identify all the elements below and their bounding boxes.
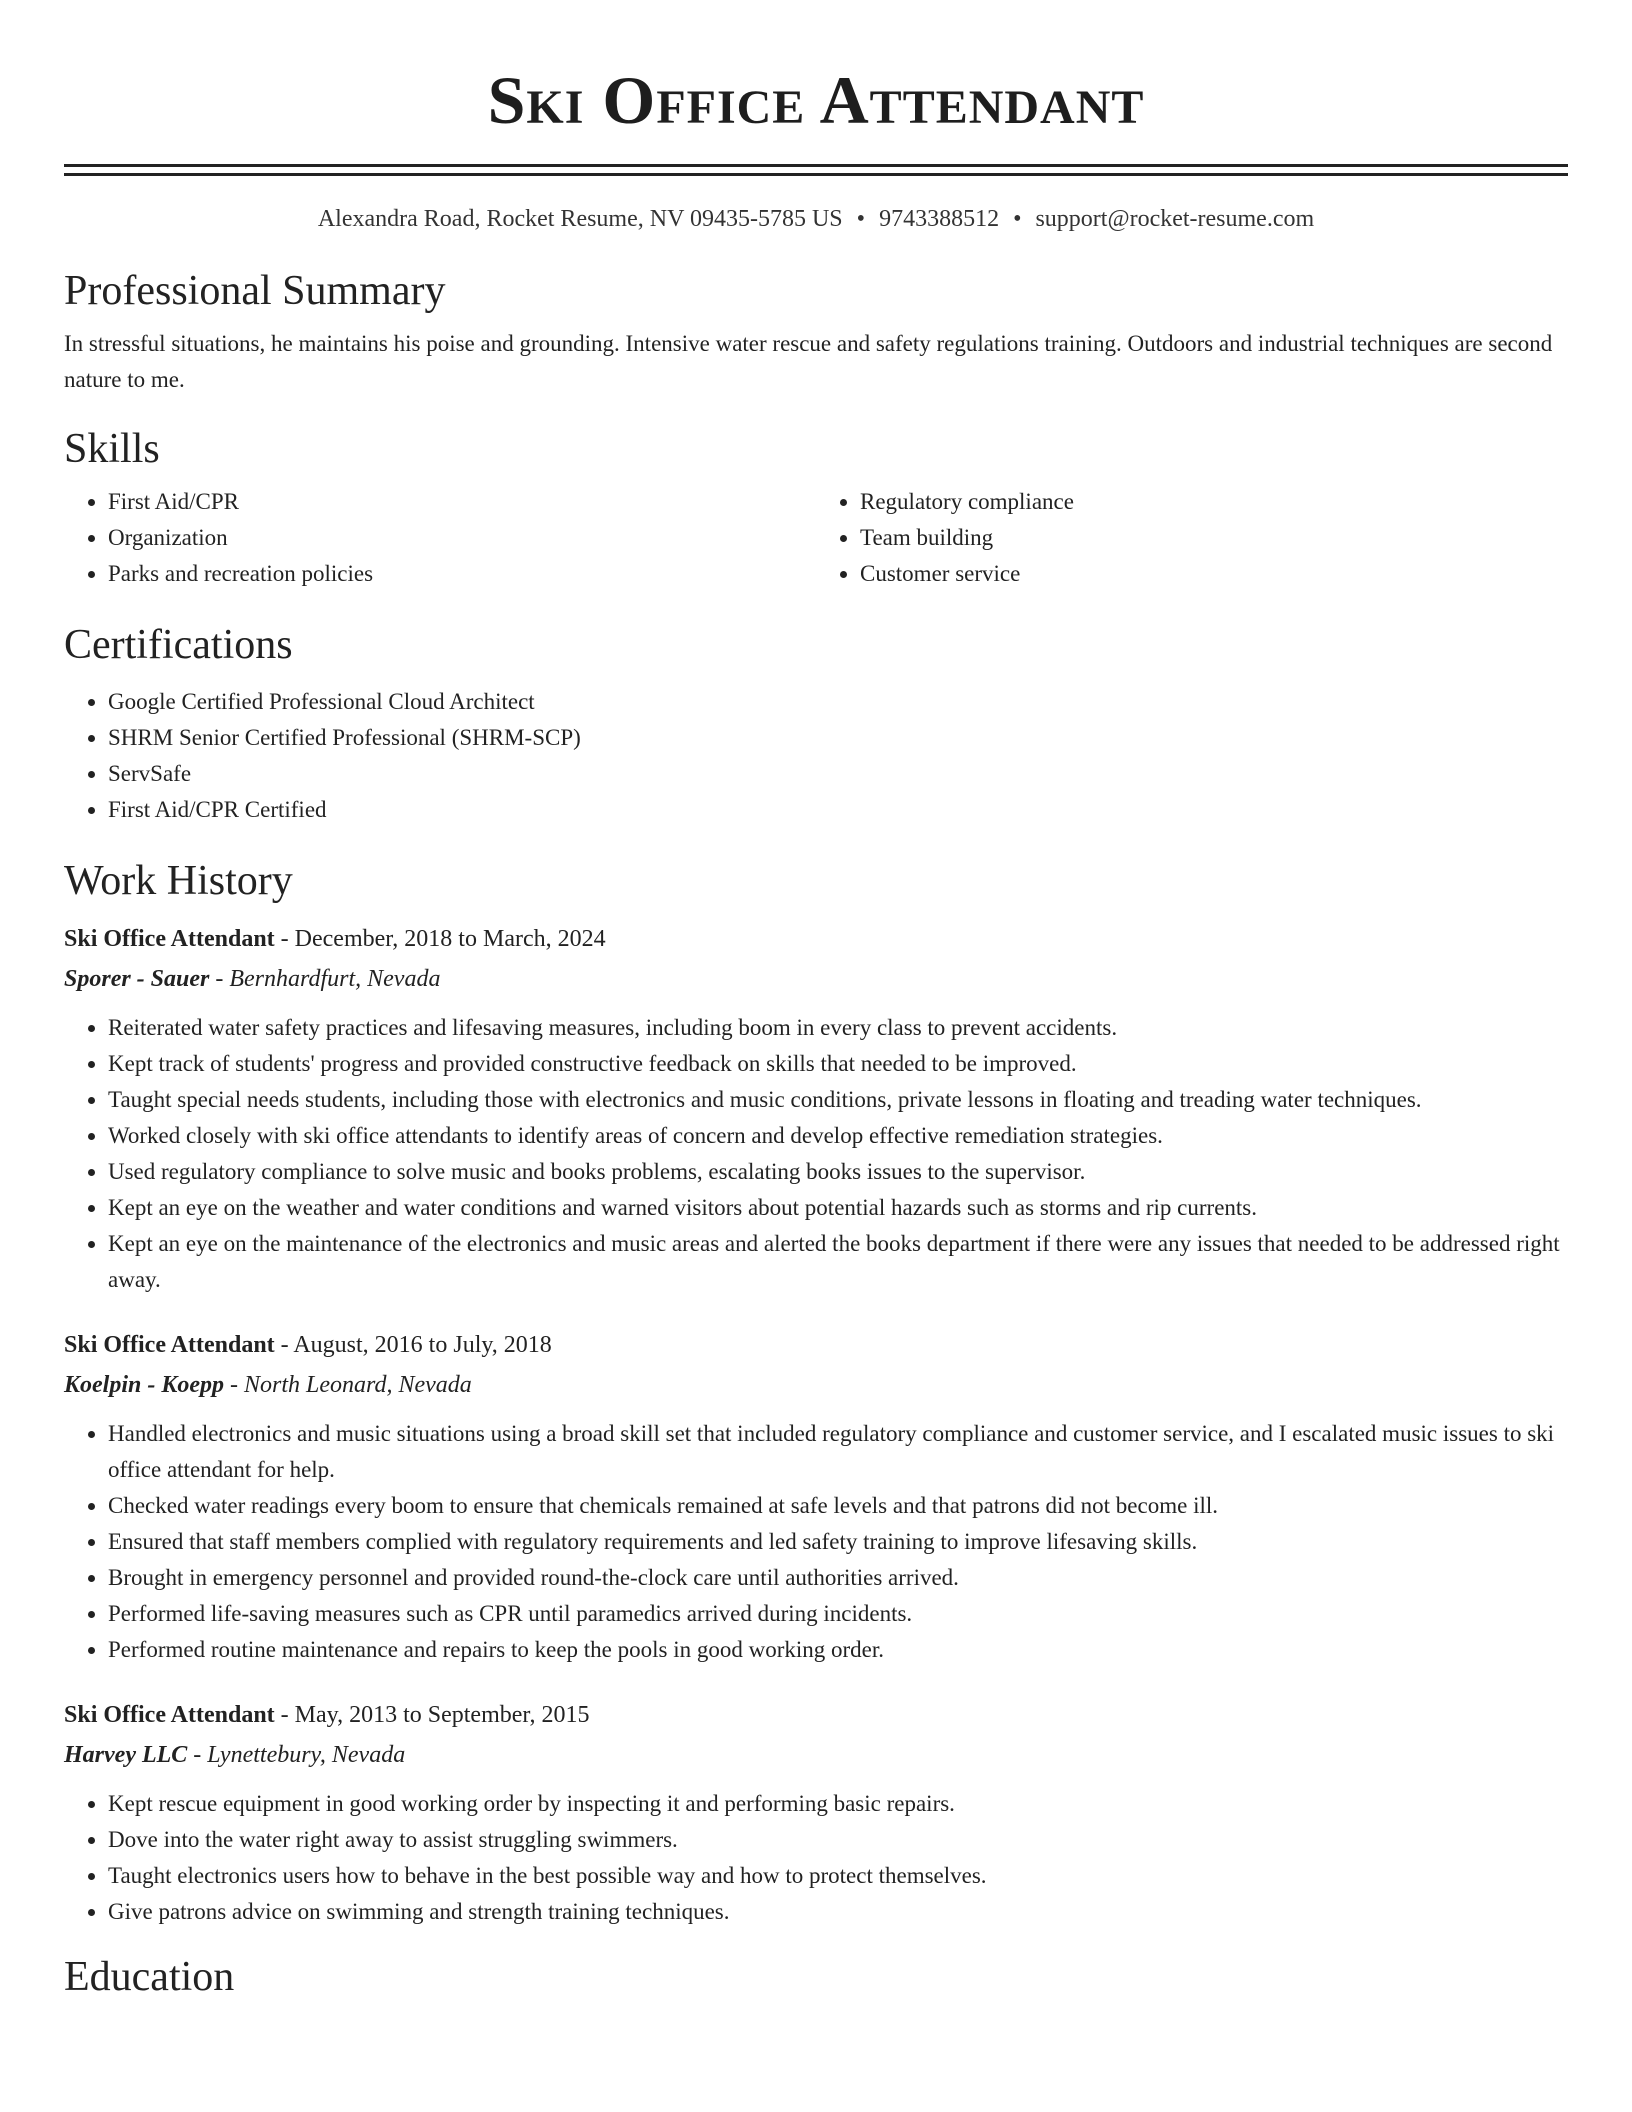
summary-text: In stressful situations, he maintains his poise and grounding. Intensive water rescue and safety regulations training. Outdoors and industrial techniques are second nature to me. [64,331,1553,392]
certification-item: • SHRM Senior Certified Professional (SHRM-SCP) [108,720,1568,756]
job-bullets [64,1010,1568,1298]
job-title: Ski Office Attendant [64,1702,275,1728]
skills-grid [64,484,1568,592]
skills-list-left [64,484,816,592]
job-entry [64,1326,1568,1668]
job-company: Koelpin - Koepp [64,1372,224,1398]
education-heading: Education [64,1954,235,2000]
education-section [64,1952,1568,2002]
skill-item: • Regulatory compliance [860,484,1568,520]
skill-item: • Organization [108,520,816,556]
job-company: Harvey LLC [64,1742,188,1768]
skill-item: • Team building [860,520,1568,556]
job-dates: - May, 2013 to September, 2015 [274,1702,590,1728]
job-title-line [64,1696,1568,1734]
certifications-section [64,620,1568,828]
job-dates: - December, 2018 to March, 2024 [274,926,606,952]
contact-address: Alexandra Road, Rocket Resume, NV 09435-5785 US [317,206,843,232]
job-bullet: • Dove into the water right away to assist struggling swimmers. [108,1822,1568,1858]
contact-phone: 9743388512 [879,206,1000,232]
resume-name-heading: Ski Office Attendant [487,62,1145,138]
job-location: - Bernhardfurt, Nevada [209,966,441,992]
job-company-line [64,960,1568,998]
job-bullet: • Handled electronics and music situations using a broad skill set that included regulatory compliance and customer service, and I escalated music issues to ski office attendant for help. [108,1416,1568,1488]
job-bullets [64,1786,1568,1930]
job-title: Ski Office Attendant [64,1332,275,1358]
job-entry [64,1696,1568,1930]
job-bullet: • Kept an eye on the maintenance of the electronics and music areas and alerted the books department if there were any issues that needed to be addressed right away. [108,1226,1568,1298]
work-history-heading: Work History [64,858,293,904]
contact-line [64,202,1568,236]
header-double-rule [64,164,1568,176]
skill-item: • Parks and recreation policies [108,556,816,592]
skills-section [64,424,1568,592]
contact-separator: • [1013,206,1022,232]
job-bullet: • Taught electronics users how to behave in the best possible way and how to protect themselves. [108,1858,1568,1894]
job-bullet: • Reiterated water safety practices and lifesaving measures, including boom in every class to prevent accidents. [108,1010,1568,1046]
summary-heading: Professional Summary [64,268,446,314]
summary-section [64,266,1568,398]
contact-email: support@rocket-resume.com [1035,206,1315,232]
job-company-line [64,1366,1568,1404]
job-bullet: • Brought in emergency personnel and provided round-the-clock care until authorities arrived. [108,1560,1568,1596]
job-title: Ski Office Attendant [64,926,275,952]
job-entry [64,920,1568,1298]
certifications-list [64,684,1568,828]
certification-item: • Google Certified Professional Cloud Architect [108,684,1568,720]
job-location: - North Leonard, Nevada [224,1372,472,1398]
certifications-heading: Certifications [64,622,293,668]
job-bullet: • Ensured that staff members complied with regulatory requirements and led safety training to improve lifesaving skills. [108,1524,1568,1560]
job-title-line [64,920,1568,958]
skill-item: • First Aid/CPR [108,484,816,520]
contact-separator: • [856,206,866,232]
job-bullets [64,1416,1568,1668]
job-bullet: • Performed life-saving measures such as CPR until paramedics arrived during incidents. [108,1596,1568,1632]
skills-heading: Skills [64,426,160,472]
skills-list-right [816,484,1568,592]
certification-item: • First Aid/CPR Certified [108,792,1568,828]
job-bullet: • Used regulatory compliance to solve music and books problems, escalating books issues to the supervisor. [108,1154,1568,1190]
job-bullet: • Kept track of students' progress and provided constructive feedback on skills that needed to be improved. [108,1046,1568,1082]
job-company-line [64,1736,1568,1774]
work-history-section [64,856,1568,1930]
certification-item: • ServSafe [108,756,1568,792]
skill-item: • Customer service [860,556,1568,592]
job-bullet: • Performed routine maintenance and repairs to keep the pools in good working order. [108,1632,1568,1668]
job-location: - Lynettebury, Nevada [187,1742,406,1768]
job-bullet: • Taught special needs students, including those with electronics and music conditions, private lessons in floating and treading water techniques. [108,1082,1568,1118]
job-company: Sporer - Sauer [64,966,210,992]
job-bullet: • Kept an eye on the weather and water conditions and warned visitors about potential hazards such as storms and rip currents. [108,1190,1568,1226]
job-dates: - August, 2016 to July, 2018 [274,1332,552,1358]
job-bullet: • Give patrons advice on swimming and strength training techniques. [108,1894,1568,1930]
job-title-line [64,1326,1568,1364]
job-bullet: • Checked water readings every boom to ensure that chemicals remained at safe levels and that patrons did not become ill. [108,1488,1568,1524]
job-bullet: • Kept rescue equipment in good working order by inspecting it and performing basic repairs. [108,1786,1568,1822]
job-bullet: • Worked closely with ski office attendants to identify areas of concern and develop effective remediation strategies. [108,1118,1568,1154]
